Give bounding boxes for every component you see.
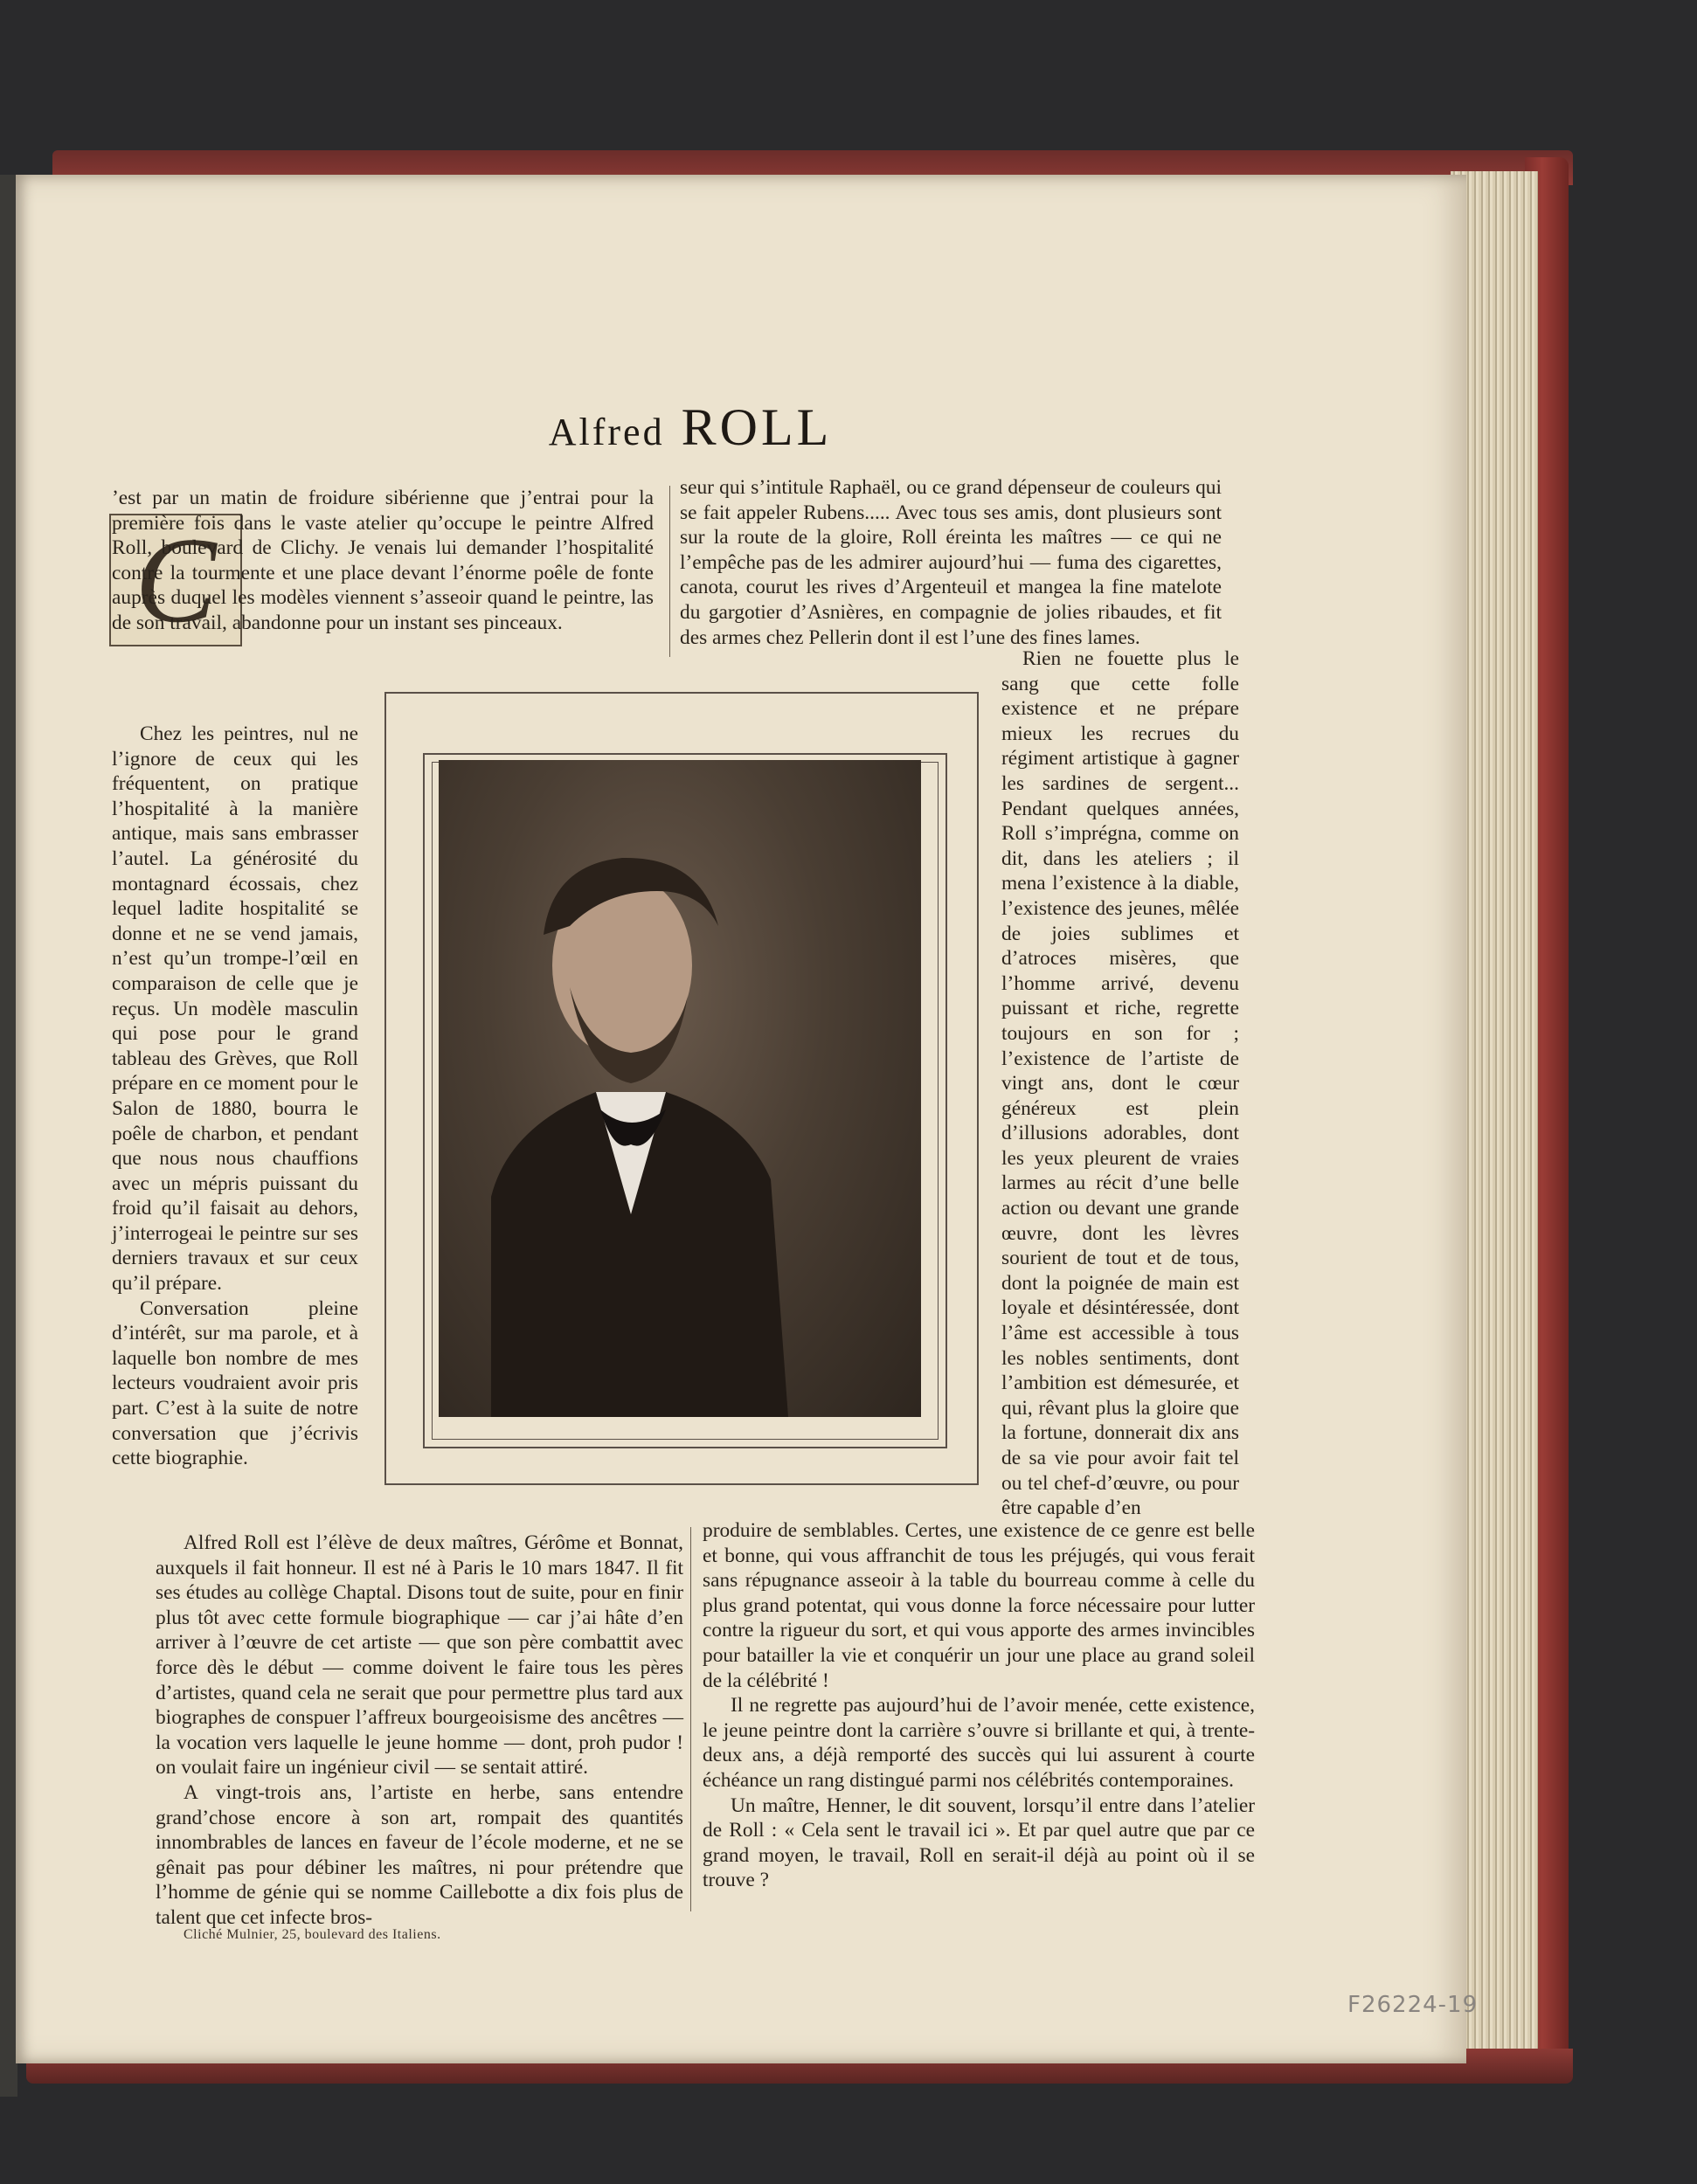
left-narrow-p1: Chez les peintres, nul ne l’ignore de ceux qui les fréquentent, on pratique l’hospitalité à la manière antique, mais sans embrasser l’autel. La générosité du montagnard écossais, chez lequel ladite hospitalité se donne et ne se vend jamais, n’est qu’un trompe-l’œil en comparaison de celle que je reçus. Un modèle masculin qui pose pour le grand tableau des Grèves, que Roll prépare en ce moment pour le Salon de 1880, bourra le poêle de charbon, et pendant que nous nous chauffions avec un mépris puissant du froid qu’il faisait au dehors, j’interrogeai le peintre sur ses derniers travaux et sur ceux qu’il prépare. [112, 722, 358, 1296]
left-narrow-p2: Conversation pleine d’intérêt, sur ma parole, et à laquelle bon nombre de mes lecteurs voudraient avoir pris part. C’est à la suite de notre conversation que j’écrivis cette biographie. [112, 1296, 358, 1470]
right-top-text: seur qui s’intitule Raphaël, ou ce grand dépenseur de couleurs qui se fait appeler Rubens..... Avec tous ses amis, dont plusieurs sont sur la route de la gloire, Roll éreinta les maîtres — ce qui ne l’empêche pas de les admirer aujourd’hui — fuma des cigarettes, canota, courut les rives d’Argenteuil et mangea la fine matelote du gargotier d’Asnières, en compagnie de jolies ribaudes, et fit des armes chez Pellerin dont il est l’une des fines lames. [680, 476, 1222, 649]
right-narrow-text: Rien ne fouette plus le sang que cette folle existence et ne prépare mieux les recrues du régiment artistique à gagner les sardines de sergent... Pendant quelques années, Roll s’imprégna, comme on dit, dans les ateliers ; il mena l’existence à la diable, l’existence des jeunes, mêlée de joies sublimes et d’atroces misères, que l’homme arrivé, devenu puissant et riche, regrette toujours en son for ; l’existence de l’artiste de vingt ans, dont le cœur généreux est plein d’illusions adorables, dont les yeux pleurent de vraies larmes au récit d’une belle action ou devant une grande œuvre, dont les lèvres sourient de tout et de tous, dont la poignée de main est loyale et désintéressée, dont l’âme est accessible à tous les nobles sentiments, dont l’ambition est démesurée, et qui, rêvant plus la gloire que la fortune, donnerait dix ans de sa vie pour avoir fait tel ou tel chef-d’œuvre, ou pour être capable d’en [1001, 647, 1239, 1520]
title-last-name: ROLL [681, 398, 833, 456]
bottom-left-p1: Alfred Roll est l’élève de deux maîtres, Gérôme et Bonnat, auxquels il fait honneur. Il est né à Paris le 10 mars 1847. Il fit ses études au collège Chaptal. Disons tout de suite, pour en finir plus tôt avec cette formule biographique — car j’ai hâte d’en arriver à l’œuvre de cet artiste — que son père combattit avec force dès le début — comme doivent le faire tous les pères d’artistes, quand cela ne serait que pour permettre plus tard aux biographes de conspuer l’affreux bourgeoisisme des ancêtres — la vocation vers laquelle le jeune homme — dont, proh pudor ! on voulait faire un ingénieur civil — se sentait attiré. [156, 1531, 683, 1780]
page-title [489, 397, 891, 458]
bottom-right-p2: Il ne regrette pas aujourd’hui de l’avoir menée, cette existence, le jeune peintre dont la carrière s’ouvre si brillante et qui, à trente-deux ans, a déjà remporté des succès qui lui assurent à courte échéance un rang distingué parmi nos célébrités contemporaines. [703, 1694, 1255, 1792]
portrait-figure [439, 760, 921, 1417]
dropcap-letter: C [135, 513, 217, 648]
column-divider-bottom [690, 1527, 691, 1911]
intro-paragraph [112, 486, 654, 636]
book-binding-left [0, 175, 17, 2097]
intro-text: ’est par un matin de froidure sibérienne que j’entrai pour la première fois dans le vaste atelier qu’occupe le peintre Alfred Roll, boulevard de Clichy. Je venais lui demander l’hospitalité contre la tourmente et une place devant l’énorme poêle de fonte auprès duquel les modèles viennent s’asseoir quand le peintre, las de son travail, abandonne pour un instant ses pinceaux. [112, 487, 654, 634]
right-narrow-column [1001, 646, 1239, 1521]
bottom-right-p1: produire de semblables. Certes, une existence de ce genre est belle et bonne, qui vous affranchit de tous les préjugés, qui vous ferait sans répugnance asseoir à la table du bourreau comme à celle du plus grand potentat, qui vous donne la force nécessaire pour lutter contre la rigueur du sort, et qui vous apporte des armes invincibles pour batailler la vie et conquérir un jour une place au grand soleil de la célébrité ! [703, 1519, 1255, 1692]
bottom-left-p2: A vingt-trois ans, l’artiste en herbe, sans entendre grand’chose encore à son art, rompait des quantités innombrables de lances en faveur de l’école moderne, et ne se gênait pas pour débiner les maîtres, ni pour prétendre que l’homme de génie qui se nomme Caillebotte a dix fois plus de talent que cet infecte bros- [156, 1780, 683, 1929]
right-top-paragraph [680, 475, 1222, 650]
bottom-left-column [156, 1531, 683, 1931]
left-narrow-column [112, 722, 358, 1471]
column-divider-top [669, 486, 670, 657]
inventory-number: F26224-19 [1347, 1992, 1479, 2018]
photo-credit: Cliché Mulnier, 25, boulevard des Italiens. [184, 1927, 441, 1942]
portrait-photograph [439, 760, 921, 1417]
bottom-right-p3: Un maître, Henner, le dit souvent, lorsqu’il entre dans l’atelier de Roll : « Cela sent le travail ici ». Et par quel autre que par ce grand moyen, le travail, Roll en serait-il déjà au point où il se trouve ? [703, 1794, 1255, 1892]
bottom-right-column [703, 1518, 1255, 1893]
title-first-name: Alfred [548, 411, 665, 453]
